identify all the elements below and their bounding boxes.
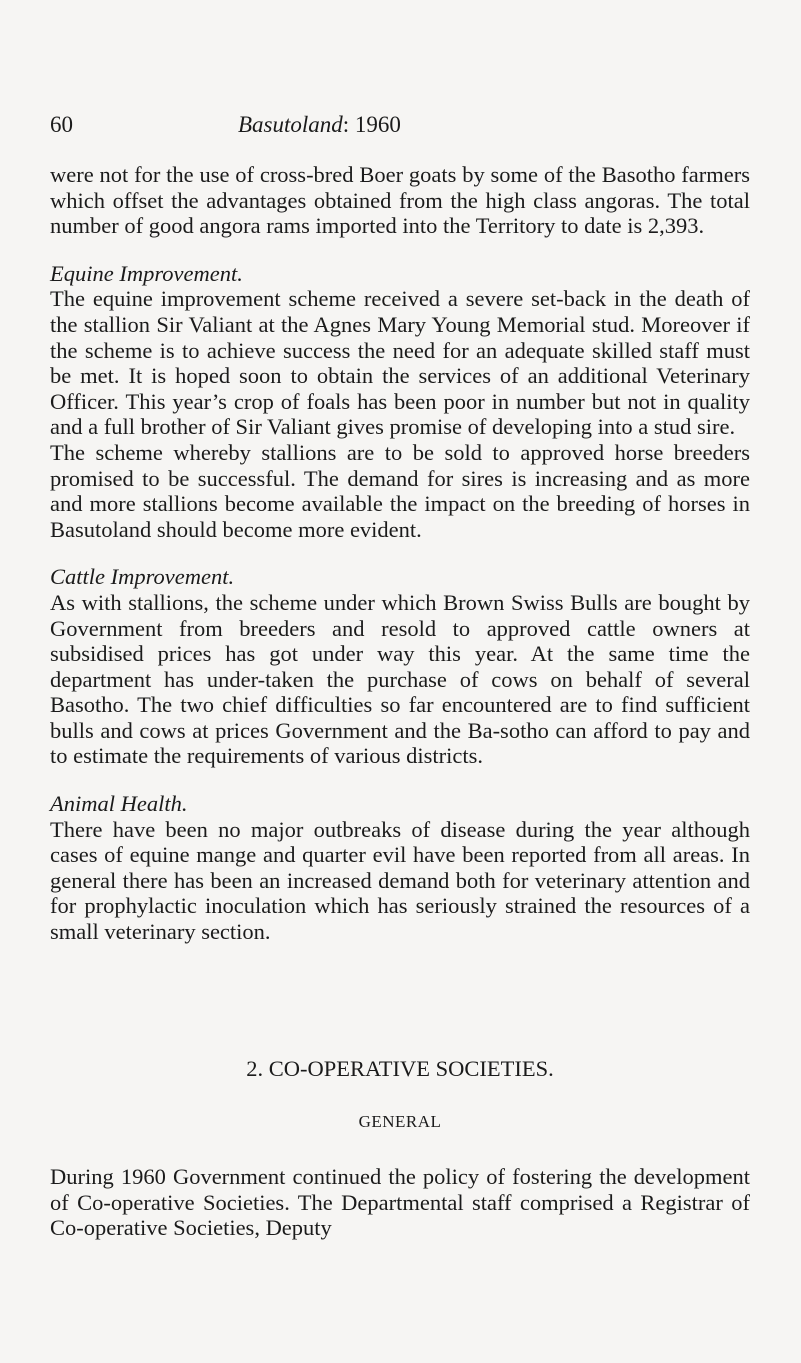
- page-header: [50, 112, 750, 146]
- animal-health-paragraph-1: There have been no major outbreaks of disease during the year although cases of equine mange and quarter evil have been reported from all areas. In general there has been an increased demand both for veterinary attention and for prophylactic inoculation which has seriously strained the resources of a small veterinary section.: [50, 816, 750, 945]
- cattle-heading: Cattle Improvement.: [50, 564, 235, 590]
- opening-paragraph: were not for the use of cross-bred Boer goats by some of the Basotho farmers which offset the advantages obtained from the high class angoras. The total number of good angora rams imported into the Territory to date is 2,393.: [50, 162, 750, 239]
- body-text: [50, 162, 750, 945]
- cattle-paragraph-1: As with stallions, the scheme under which Brown Swiss Bulls are bought by Government from breeders and resold to approved cattle owners at subsidised prices has got under way this year. At the same time the department has under-taken the purchase of cows on behalf of several Basotho. The two chief difficulties so far encountered are to find sufficient bulls and cows at prices Government and the Ba-sotho can afford to pay and to estimate the requirements of various districts.: [50, 589, 750, 769]
- running-title-territory: Basutoland: [238, 112, 343, 137]
- running-title: Basutoland: 1960: [238, 112, 401, 137]
- equine-heading: Equine Improvement.: [50, 260, 243, 286]
- running-title-year: 1960: [354, 112, 401, 137]
- section-title: 2. CO-OPERATIVE SOCIETIES.: [246, 1056, 554, 1081]
- subsection-title: GENERAL: [358, 1112, 442, 1131]
- equine-paragraph-1: The equine improvement scheme received a severe set-back in the death of the stallion Sir Valiant at the Agnes Mary Young Memorial stud. Moreover if the scheme is to achieve success the need for an adequate skilled staff must be met. It is hoped soon to obtain the services of an additional Veterinary Officer. This year’s crop of foals has been poor in number but not in quality and a full brother of Sir Valiant gives promise of developing into a stud sire.: [50, 286, 750, 440]
- document-page: [50, 0, 750, 1363]
- equine-paragraph-2: The scheme whereby stallions are to be sold to approved horse breeders promised to be successful. The demand for sires is increasing and as more and more stallions become available the impact on the breeding of horses in Basutoland should become more evident.: [50, 439, 750, 542]
- page-number: 60: [50, 112, 73, 137]
- cooperative-paragraph-1: During 1960 Government continued the policy of fostering the development of Co-operative Societies. The Departmental staff comprised a Registrar of Co-operative Societies, Deputy: [50, 1164, 750, 1241]
- animal-health-heading: Animal Health.: [50, 791, 188, 817]
